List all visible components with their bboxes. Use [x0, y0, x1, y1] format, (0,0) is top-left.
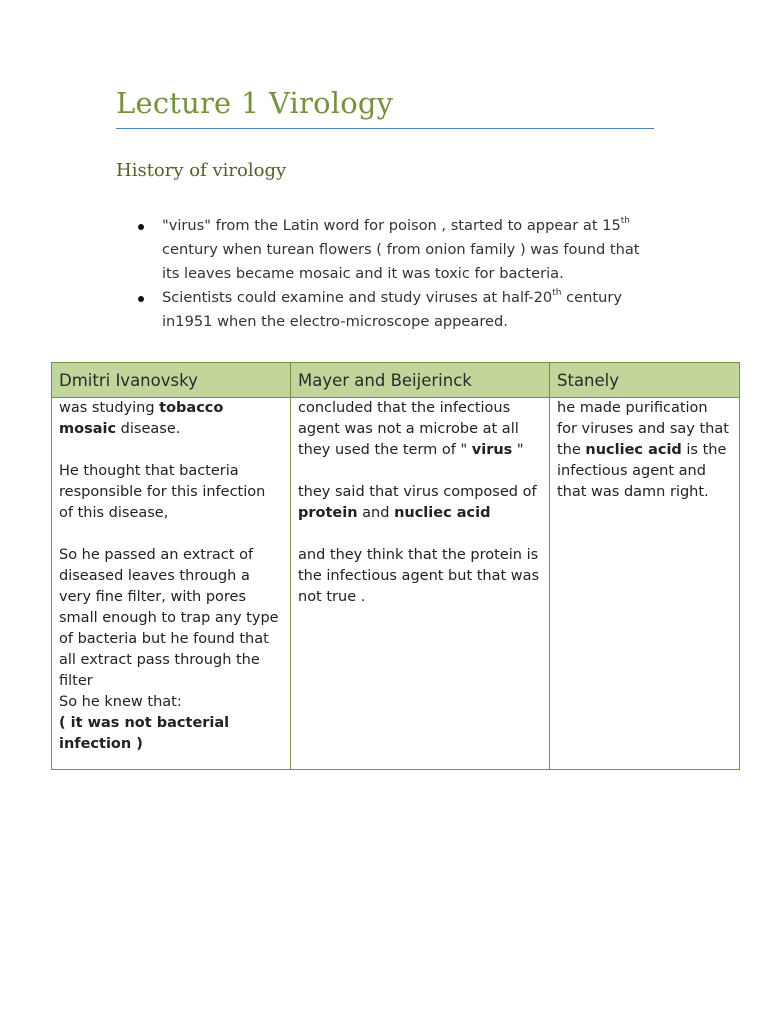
- bullet-dot-icon: [138, 224, 144, 230]
- cell-mayer: [291, 398, 550, 770]
- bullet-list: [136, 214, 656, 334]
- page-title: Lecture 1 Virology: [116, 86, 394, 120]
- cell-text: they said that virus composed of: [298, 484, 537, 500]
- cell-bold-text: virus: [471, 442, 513, 458]
- bullet-dot-icon: [138, 296, 144, 302]
- cell-ivanovsky: [52, 398, 291, 770]
- superscript: th: [552, 288, 562, 298]
- bullet-item: [136, 214, 656, 286]
- cell-text: he made purification for viruses and say that the: [557, 400, 729, 458]
- cell-paragraph: [59, 398, 283, 440]
- bullet-text: "virus" from the Latin word for poison , started to appear at 15: [162, 217, 621, 234]
- bullet-text: Scientists could examine and study viruses at half-20: [162, 289, 553, 306]
- cell-paragraph: and they think that the protein is the infectious agent but that was not true .: [298, 547, 540, 605]
- cell-text: is the infectious agent and that was damn right.: [557, 442, 727, 500]
- cell-paragraph: [298, 398, 542, 461]
- superscript: th: [620, 216, 630, 226]
- cell-paragraph: [59, 713, 283, 755]
- cell-bold-text: ( it was not bacterial infection ): [59, 715, 230, 752]
- cell-paragraph: [557, 398, 732, 503]
- cell-paragraph: [298, 482, 542, 524]
- cell-bold-text: protein: [298, 505, 358, 521]
- cell-paragraph: So he knew that:: [59, 694, 182, 710]
- cell-text: ": [512, 442, 524, 458]
- cell-paragraph: So he passed an extract of diseased leaves through a very fine filter, with pores small enough to trap any type of bacteria but he found that all extract pass through the filter: [59, 547, 279, 689]
- bullet-text: century when turean flowers ( from onion family ) was found that its leaves became mosaic and it was toxic for bacteria.: [162, 241, 640, 282]
- bullet-item: [136, 286, 656, 334]
- cell-paragraph: He thought that bacteria responsible for this infection of this disease,: [59, 463, 266, 521]
- column-header-ivanovsky: Dmitri Ivanovsky: [52, 363, 291, 398]
- cell-bold-text: tobacco mosaic: [59, 400, 224, 437]
- cell-text: concluded that the infectious agent was not a microbe at all they used the term of ": [298, 400, 519, 458]
- cell-stanely: [550, 398, 740, 770]
- section-heading: History of virology: [116, 160, 287, 181]
- column-header-stanely: Stanely: [550, 363, 740, 398]
- bullet-text: century in1951 when the electro-microscope appeared.: [162, 289, 622, 330]
- history-table: [51, 362, 740, 770]
- cell-text: and: [357, 505, 395, 521]
- table-header-row: [52, 363, 740, 398]
- cell-text: was studying: [59, 400, 160, 416]
- cell-bold-text: nucliec acid: [585, 442, 682, 458]
- cell-text: disease.: [116, 421, 181, 437]
- table-row: [52, 398, 740, 770]
- cell-bold-text: nucliec acid: [394, 505, 491, 521]
- title-underline: [116, 128, 654, 129]
- column-header-mayer: Mayer and Beijerinck: [291, 363, 550, 398]
